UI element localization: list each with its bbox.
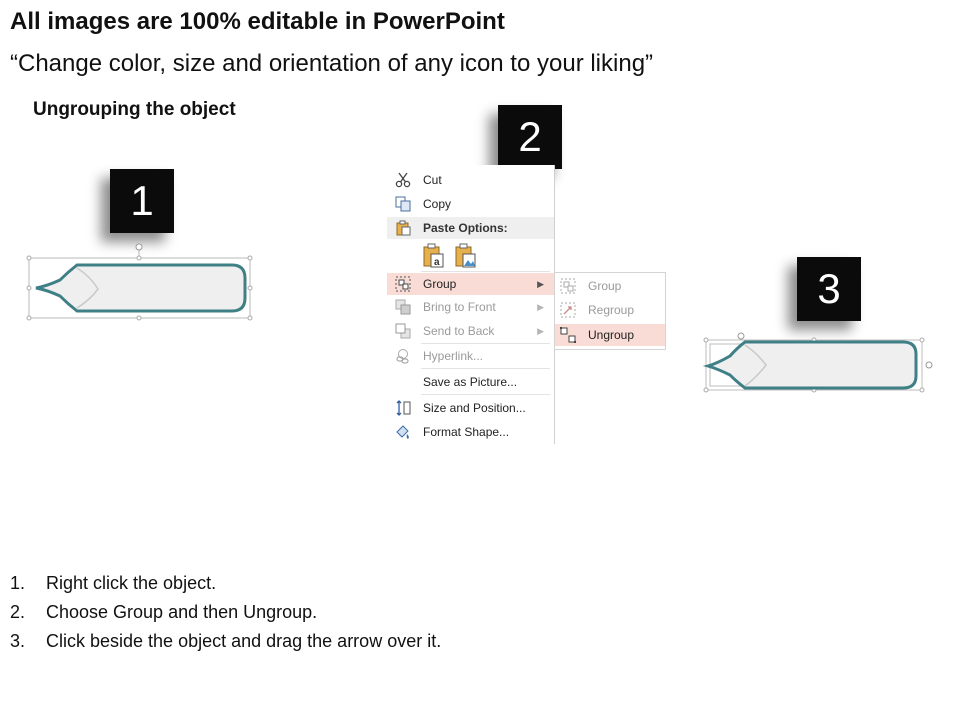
bring-to-front-icon	[395, 299, 411, 315]
submenu-item-group[interactable]	[555, 275, 665, 297]
submenu-arrow-icon: ▶	[537, 325, 544, 336]
instruction-text: Right click the object.	[46, 573, 217, 593]
menu-header-paste-options	[387, 217, 554, 239]
menu-item-label: Send to Back	[423, 324, 495, 338]
submenu-arrow-icon: ▶	[537, 301, 544, 312]
grouped-shape[interactable]	[20, 240, 260, 325]
instruction-number: 2.	[10, 602, 26, 622]
menu-item-label: Group	[423, 277, 457, 291]
paste-option-buttons	[421, 243, 481, 269]
menu-item-label: Copy	[423, 197, 452, 211]
instruction-number: 1.	[10, 573, 26, 593]
menu-item-format-shape[interactable]	[387, 421, 554, 443]
instruction-text: Choose Group and then Ungroup.	[46, 602, 318, 622]
regroup-icon	[559, 302, 577, 318]
paste-picture-icon[interactable]	[453, 243, 479, 269]
menu-item-label: Cut	[423, 173, 442, 187]
ungrouped-shape[interactable]	[700, 330, 940, 395]
menu-item-cut[interactable]	[387, 169, 554, 191]
page-subtitle: “Change color, size and orientation of any icon to your liking”	[10, 50, 654, 77]
page-title: All images are 100% editable in PowerPoint	[10, 8, 505, 35]
instruction-list	[10, 569, 441, 656]
menu-item-label: Size and Position...	[423, 401, 526, 415]
hyperlink-icon	[395, 348, 411, 364]
instruction-text: Click beside the object and drag the arrow over it.	[46, 631, 442, 651]
menu-item-size-and-position[interactable]	[387, 397, 554, 419]
submenu-item-label: Regroup	[588, 303, 635, 317]
scissors-icon	[395, 172, 411, 188]
menu-item-bring-to-front[interactable]	[387, 296, 554, 318]
size-position-icon	[395, 400, 411, 416]
menu-item-label: Paste Options:	[423, 221, 508, 235]
section-title: Ungrouping the object	[33, 99, 236, 120]
menu-item-save-as-picture[interactable]	[387, 371, 554, 393]
paste-keep-text-icon[interactable]	[421, 243, 447, 269]
instruction-item	[10, 569, 441, 598]
svg-text:a: a	[434, 257, 440, 268]
menu-item-label: Bring to Front	[423, 300, 496, 314]
menu-item-label: Hyperlink...	[423, 349, 484, 363]
group-submenu	[554, 272, 666, 350]
submenu-item-ungroup[interactable]	[555, 324, 665, 346]
step-badge-1: 1	[110, 169, 174, 233]
paste-icon	[395, 220, 411, 236]
menu-item-group[interactable]	[387, 273, 554, 295]
format-shape-icon	[395, 424, 411, 440]
menu-item-copy[interactable]	[387, 193, 554, 215]
step-badge-2: 2	[498, 105, 562, 169]
submenu-item-label: Ungroup	[588, 328, 635, 342]
instruction-item	[10, 627, 441, 656]
group-icon	[559, 278, 577, 294]
submenu-arrow-icon: ▶	[537, 278, 544, 289]
menu-item-label: Save as Picture...	[423, 375, 518, 389]
instruction-number: 3.	[10, 631, 26, 651]
send-to-back-icon	[395, 323, 411, 339]
instruction-item	[10, 598, 441, 627]
copy-icon	[395, 196, 411, 212]
menu-item-label: Format Shape...	[423, 425, 510, 439]
context-menu	[387, 165, 555, 444]
menu-item-send-to-back[interactable]	[387, 320, 554, 342]
group-icon	[395, 276, 411, 292]
ungroup-icon	[559, 327, 577, 343]
menu-item-hyperlink[interactable]	[387, 345, 554, 367]
step-badge-3: 3	[797, 257, 861, 321]
submenu-item-label: Group	[588, 279, 622, 293]
submenu-item-regroup[interactable]	[555, 299, 665, 321]
